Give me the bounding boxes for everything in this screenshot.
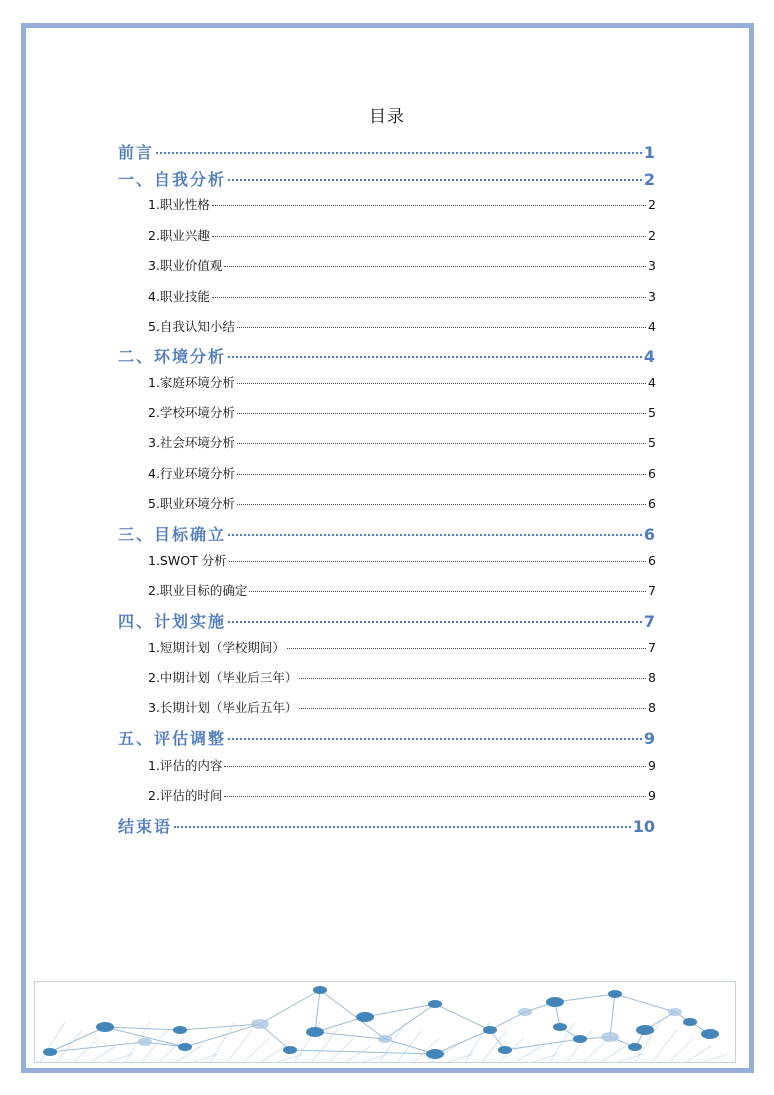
toc-entry-label: 2.学校环境分析 bbox=[148, 405, 235, 420]
network-hatch-line bbox=[57, 1030, 82, 1062]
network-edge bbox=[315, 1032, 385, 1039]
toc-entry-page-number: 5 bbox=[648, 435, 656, 450]
toc-entry-section[interactable] bbox=[148, 494, 656, 512]
toc-entry-label: 二、环境分析 bbox=[118, 347, 227, 366]
toc-entry-page-number: 10 bbox=[632, 817, 655, 836]
network-node bbox=[378, 1035, 392, 1043]
toc-leader-dots bbox=[228, 534, 642, 536]
toc-leader-dots bbox=[237, 474, 646, 475]
toc-entry-section[interactable] bbox=[148, 403, 656, 421]
toc-entry-label: 一、自我分析 bbox=[118, 170, 227, 189]
network-hatch-line bbox=[482, 1030, 507, 1062]
toc-entry-section[interactable] bbox=[148, 287, 656, 305]
toc-entry-chapter[interactable] bbox=[118, 726, 655, 749]
toc-entry-chapter[interactable] bbox=[118, 344, 655, 367]
toc-entry-section[interactable] bbox=[148, 317, 656, 335]
network-node bbox=[178, 1043, 192, 1051]
toc-entry-section[interactable] bbox=[148, 786, 656, 804]
network-node bbox=[518, 1008, 532, 1016]
network-hatch-line bbox=[244, 1038, 269, 1062]
toc-entry-chapter[interactable] bbox=[118, 140, 655, 163]
toc-entry-page-number: 4 bbox=[648, 319, 656, 334]
toc-entry-label: 2.职业兴趣 bbox=[148, 228, 210, 243]
toc-entry-page-number: 2 bbox=[643, 170, 655, 189]
network-edge bbox=[260, 990, 320, 1024]
toc-leader-dots bbox=[228, 356, 642, 358]
network-edge bbox=[365, 1004, 435, 1017]
toc-entry-label: 1.SWOT 分析 bbox=[148, 553, 227, 568]
network-node bbox=[483, 1026, 497, 1034]
network-edge bbox=[185, 1024, 260, 1047]
network-node bbox=[668, 1008, 682, 1016]
toc-leader-dots bbox=[156, 152, 642, 154]
network-node bbox=[498, 1046, 512, 1054]
network-hatch-line bbox=[74, 1038, 99, 1062]
toc-entry-label: 4.行业环境分析 bbox=[148, 466, 235, 481]
toc-leader-dots bbox=[299, 678, 646, 679]
toc-entry-section[interactable] bbox=[148, 668, 656, 686]
toc-entry-label: 前言 bbox=[118, 143, 155, 162]
toc-entry-page-number: 3 bbox=[648, 289, 656, 304]
network-edge bbox=[435, 1030, 490, 1054]
network-node bbox=[546, 997, 564, 1007]
toc-entry-section[interactable] bbox=[148, 756, 656, 774]
network-node bbox=[701, 1029, 719, 1039]
toc-entry-label: 1.短期计划（学校期间） bbox=[148, 640, 285, 655]
network-edge bbox=[610, 994, 615, 1037]
toc-entry-label: 三、目标确立 bbox=[118, 525, 227, 544]
toc-leader-dots bbox=[228, 738, 642, 740]
toc-entry-page-number: 9 bbox=[643, 729, 655, 748]
toc-entry-label: 2.职业目标的确定 bbox=[148, 583, 248, 598]
toc-entry-page-number: 2 bbox=[648, 228, 656, 243]
toc-leader-dots bbox=[224, 266, 646, 267]
network-edge bbox=[435, 1004, 490, 1030]
toc-entry-label: 3.社会环境分析 bbox=[148, 435, 235, 450]
toc-leader-dots bbox=[237, 504, 646, 505]
network-node bbox=[313, 986, 327, 994]
toc-entry-chapter[interactable] bbox=[118, 609, 655, 632]
network-node bbox=[251, 1019, 269, 1029]
network-hatch-line bbox=[686, 1046, 711, 1062]
toc-entry-label: 4.职业技能 bbox=[148, 289, 210, 304]
toc-entry-page-number: 4 bbox=[643, 347, 655, 366]
toc-entry-label: 1.职业性格 bbox=[148, 197, 210, 212]
toc-title: 目录 bbox=[369, 107, 405, 127]
toc-entry-section[interactable] bbox=[148, 256, 656, 274]
network-banner-image bbox=[34, 981, 736, 1063]
toc-entry-section[interactable] bbox=[148, 698, 656, 716]
toc-leader-dots bbox=[299, 708, 646, 709]
network-edge bbox=[50, 1027, 105, 1052]
toc-entry-page-number: 3 bbox=[648, 258, 656, 273]
toc-leader-dots bbox=[212, 205, 646, 206]
network-node bbox=[636, 1025, 654, 1035]
toc-leader-dots bbox=[224, 796, 646, 797]
toc-leader-dots bbox=[237, 413, 646, 414]
network-edge bbox=[180, 1024, 260, 1030]
toc-entry-label: 5.职业环境分析 bbox=[148, 496, 235, 511]
toc-entry-label: 四、计划实施 bbox=[118, 612, 227, 631]
network-hatch-line bbox=[329, 1038, 354, 1062]
toc-entry-chapter[interactable] bbox=[118, 522, 655, 545]
toc-entry-label: 结束语 bbox=[118, 817, 173, 836]
network-node bbox=[628, 1043, 642, 1051]
toc-entry-label: 2.评估的时间 bbox=[148, 788, 223, 803]
toc-entry-page-number: 7 bbox=[648, 583, 656, 598]
toc-entry-page-number: 9 bbox=[648, 758, 656, 773]
network-hatch-line bbox=[261, 1046, 286, 1062]
toc-entry-label: 1.评估的内容 bbox=[148, 758, 223, 773]
toc-entry-chapter[interactable] bbox=[118, 814, 655, 837]
network-hatch-line bbox=[516, 1046, 541, 1062]
toc-leader-dots bbox=[287, 648, 646, 649]
toc-leader-dots bbox=[174, 826, 631, 828]
toc-entry-page-number: 8 bbox=[648, 670, 656, 685]
network-hatch-line bbox=[652, 1030, 677, 1062]
toc-leader-dots bbox=[228, 179, 642, 181]
toc-entry-page-number: 4 bbox=[648, 375, 656, 390]
network-edge bbox=[615, 994, 675, 1012]
toc-entry-label: 3.长期计划（毕业后五年） bbox=[148, 700, 298, 715]
toc-entry-section[interactable] bbox=[148, 373, 656, 391]
network-hatch-line bbox=[669, 1038, 694, 1062]
network-node bbox=[356, 1012, 374, 1022]
toc-entry-section[interactable] bbox=[148, 433, 656, 451]
toc-entry-page-number: 6 bbox=[648, 466, 656, 481]
toc-entry-page-number: 5 bbox=[648, 405, 656, 420]
network-hatch-line bbox=[142, 1030, 167, 1062]
toc-leader-dots bbox=[212, 297, 646, 298]
toc-leader-dots bbox=[229, 561, 646, 562]
toc-entry-page-number: 2 bbox=[648, 197, 656, 212]
toc-entry-page-number: 7 bbox=[648, 640, 656, 655]
network-hatch-line bbox=[601, 1046, 626, 1062]
toc-entry-label: 5.自我认知小结 bbox=[148, 319, 235, 334]
network-edge bbox=[505, 1039, 580, 1050]
network-edge bbox=[320, 990, 385, 1039]
toc-entry-section[interactable] bbox=[148, 195, 656, 213]
network-hatch-line bbox=[346, 1046, 371, 1062]
toc-leader-dots bbox=[228, 621, 642, 623]
network-hatch-line bbox=[584, 1038, 609, 1062]
toc-entry-section[interactable] bbox=[148, 464, 656, 482]
toc-entry-chapter[interactable] bbox=[118, 167, 655, 190]
toc-entry-label: 五、评估调整 bbox=[118, 729, 227, 748]
network-edge bbox=[290, 1050, 435, 1054]
network-edge bbox=[490, 1012, 525, 1030]
network-edge bbox=[385, 1004, 435, 1039]
toc-leader-dots bbox=[237, 383, 646, 384]
toc-entry-label: 2.中期计划（毕业后三年） bbox=[148, 670, 298, 685]
toc-entry-page-number: 6 bbox=[643, 525, 655, 544]
network-hatch-line bbox=[227, 1030, 252, 1062]
toc-entry-section[interactable] bbox=[148, 226, 656, 244]
toc-leader-dots bbox=[212, 236, 646, 237]
toc-leader-dots bbox=[249, 591, 646, 592]
network-hatch-line bbox=[703, 1054, 728, 1062]
toc-entry-page-number: 1 bbox=[643, 143, 655, 162]
network-hatch-line bbox=[567, 1030, 592, 1062]
toc-leader-dots bbox=[237, 443, 646, 444]
network-hatch-line bbox=[397, 1030, 422, 1062]
network-node bbox=[683, 1018, 697, 1026]
toc-entry-page-number: 6 bbox=[648, 553, 656, 568]
toc-entry-label: 3.职业价值观 bbox=[148, 258, 223, 273]
toc-entry-page-number: 6 bbox=[648, 496, 656, 511]
toc-entry-section[interactable] bbox=[148, 638, 656, 656]
toc-entry-page-number: 7 bbox=[643, 612, 655, 631]
network-node bbox=[601, 1032, 619, 1042]
toc-entry-page-number: 8 bbox=[648, 700, 656, 715]
network-node bbox=[283, 1046, 297, 1054]
network-node bbox=[138, 1038, 152, 1046]
network-node bbox=[608, 990, 622, 998]
toc-entry-label: 1.家庭环境分析 bbox=[148, 375, 235, 390]
network-edge bbox=[555, 994, 615, 1002]
toc-leader-dots bbox=[237, 327, 646, 328]
network-hatch-line bbox=[91, 1046, 116, 1062]
toc-entry-section[interactable] bbox=[148, 551, 656, 569]
network-node bbox=[96, 1022, 114, 1032]
toc-leader-dots bbox=[224, 766, 646, 767]
network-node bbox=[428, 1000, 442, 1008]
network-graphic bbox=[35, 982, 735, 1062]
network-node bbox=[426, 1049, 444, 1059]
toc-entry-section[interactable] bbox=[148, 581, 656, 599]
network-node bbox=[173, 1026, 187, 1034]
network-node bbox=[553, 1023, 567, 1031]
network-node bbox=[573, 1035, 587, 1043]
network-edge bbox=[50, 1042, 145, 1052]
network-node bbox=[306, 1027, 324, 1037]
network-node bbox=[43, 1048, 57, 1056]
toc-entry-page-number: 9 bbox=[648, 788, 656, 803]
